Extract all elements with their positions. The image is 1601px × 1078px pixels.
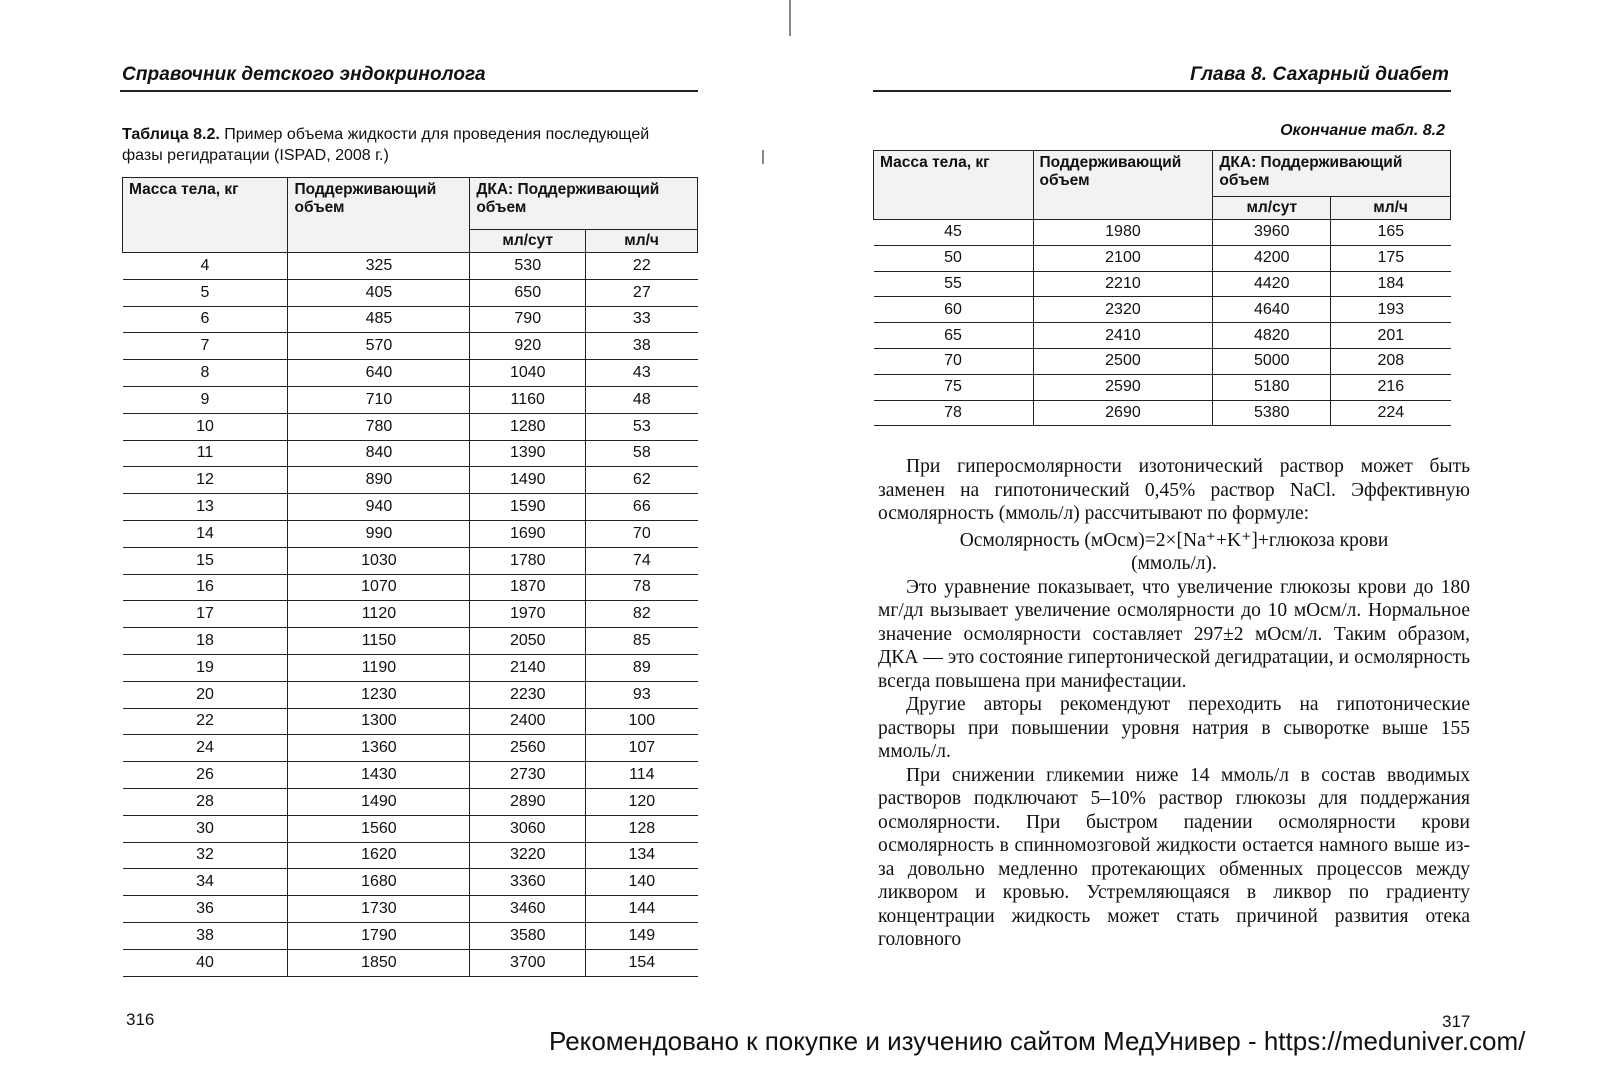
cell-ml-hour: 53 (586, 413, 698, 440)
cell-maintenance: 405 (288, 279, 470, 306)
cell-maintenance: 1360 (288, 735, 470, 762)
cell-ml-day: 4200 (1213, 245, 1331, 271)
cell-ml-hour: 216 (1331, 374, 1451, 400)
cell-ml-hour: 128 (586, 815, 698, 842)
cell-mass: 26 (123, 762, 288, 789)
cell-ml-day: 3700 (470, 949, 586, 976)
cell-mass: 18 (123, 628, 288, 655)
cell-maintenance: 940 (288, 494, 470, 521)
table-body-right (874, 220, 1451, 426)
fold-mark-mid (762, 150, 764, 164)
cell-ml-hour: 66 (586, 494, 698, 521)
cell-mass: 14 (123, 520, 288, 547)
cell-ml-day: 1870 (470, 574, 586, 601)
cell-mass: 30 (123, 815, 288, 842)
cell-maintenance: 1490 (288, 788, 470, 815)
cell-mass: 13 (123, 494, 288, 521)
cell-ml-day: 2400 (470, 708, 586, 735)
cell-ml-hour: 149 (586, 922, 698, 949)
cell-ml-day: 4420 (1213, 271, 1331, 297)
table-caption-line1: Пример объема жидкости для проведения последующей (219, 126, 650, 143)
cell-maintenance: 1230 (288, 681, 470, 708)
cell-ml-day: 2890 (470, 788, 586, 815)
table-row (123, 815, 698, 842)
table-row (874, 323, 1451, 349)
cell-mass: 20 (123, 681, 288, 708)
table-row (123, 494, 698, 521)
cell-ml-day: 5000 (1213, 348, 1331, 374)
table-row (123, 788, 698, 815)
cell-ml-day: 5180 (1213, 374, 1331, 400)
cell-ml-hour: 184 (1331, 271, 1451, 297)
cell-mass: 60 (874, 297, 1034, 323)
cell-mass: 4 (123, 253, 288, 280)
cell-maintenance: 485 (288, 306, 470, 333)
cell-maintenance: 1980 (1033, 220, 1213, 246)
cell-mass: 40 (123, 949, 288, 976)
cell-ml-hour: 175 (1331, 245, 1451, 271)
cell-maintenance: 1730 (288, 896, 470, 923)
cell-ml-hour: 58 (586, 440, 698, 467)
table-row (123, 413, 698, 440)
cell-ml-day: 1780 (470, 547, 586, 574)
cell-maintenance: 1850 (288, 949, 470, 976)
table-row (123, 949, 698, 976)
cell-mass: 65 (874, 323, 1034, 349)
col-header-ml-hour: мл/ч (586, 230, 698, 253)
col-header-mass-r: Масса тела, кг (874, 151, 1034, 220)
cell-ml-day: 3460 (470, 896, 586, 923)
table-row (123, 922, 698, 949)
cell-ml-day: 3580 (470, 922, 586, 949)
cell-maintenance: 990 (288, 520, 470, 547)
cell-ml-day: 2730 (470, 762, 586, 789)
cell-ml-hour: 70 (586, 520, 698, 547)
table-row (123, 279, 698, 306)
cell-ml-hour: 100 (586, 708, 698, 735)
cell-ml-hour: 107 (586, 735, 698, 762)
cell-maintenance: 2590 (1033, 374, 1213, 400)
col-header-maintenance: Поддерживающий объем (288, 178, 470, 253)
table-row (874, 245, 1451, 271)
cell-maintenance: 1430 (288, 762, 470, 789)
table-row (123, 360, 698, 387)
table-row (874, 374, 1451, 400)
cell-mass: 16 (123, 574, 288, 601)
table-row (123, 654, 698, 681)
cell-ml-hour: 193 (1331, 297, 1451, 323)
cell-mass: 6 (123, 306, 288, 333)
table-row (123, 333, 698, 360)
footer-recommendation: Рекомендовано к покупке и изучению сайтом МедУнивер - https://meduniver.com/ (549, 1026, 1526, 1056)
cell-maintenance: 1190 (288, 654, 470, 681)
table-row (123, 708, 698, 735)
cell-ml-hour: 89 (586, 654, 698, 681)
cell-ml-day: 4640 (1213, 297, 1331, 323)
cell-ml-day: 790 (470, 306, 586, 333)
left-header-rule (120, 90, 698, 92)
fluid-volume-table-right (873, 150, 1451, 426)
table-row (123, 762, 698, 789)
table-continuation-note: Окончание табл. 8.2 (1280, 122, 1445, 139)
cell-maintenance: 2410 (1033, 323, 1213, 349)
cell-ml-hour: 140 (586, 869, 698, 896)
body-text (878, 455, 1470, 952)
cell-ml-hour: 74 (586, 547, 698, 574)
cell-maintenance: 780 (288, 413, 470, 440)
cell-mass: 34 (123, 869, 288, 896)
table-row (123, 896, 698, 923)
cell-ml-hour: 201 (1331, 323, 1451, 349)
cell-ml-hour: 62 (586, 467, 698, 494)
fluid-volume-table-left (122, 177, 698, 977)
cell-maintenance: 1070 (288, 574, 470, 601)
table-caption-label: Таблица 8.2. (122, 126, 220, 143)
table-caption-line2: фазы регидратации (ISPAD, 2008 г.) (122, 147, 389, 164)
cell-ml-hour: 48 (586, 386, 698, 413)
cell-ml-day: 1040 (470, 360, 586, 387)
cell-mass: 10 (123, 413, 288, 440)
cell-mass: 55 (874, 271, 1034, 297)
cell-ml-hour: 154 (586, 949, 698, 976)
cell-mass: 15 (123, 547, 288, 574)
table-row (123, 547, 698, 574)
table-row (123, 842, 698, 869)
cell-ml-hour: 27 (586, 279, 698, 306)
col-header-ml-day: мл/сут (470, 230, 586, 253)
col-header-ml-hour-r: мл/ч (1331, 197, 1451, 220)
cell-mass: 8 (123, 360, 288, 387)
cell-ml-hour: 38 (586, 333, 698, 360)
cell-ml-hour: 144 (586, 896, 698, 923)
cell-ml-hour: 134 (586, 842, 698, 869)
cell-ml-hour: 78 (586, 574, 698, 601)
cell-ml-day: 1970 (470, 601, 586, 628)
cell-maintenance: 1300 (288, 708, 470, 735)
table-row (123, 467, 698, 494)
cell-ml-day: 920 (470, 333, 586, 360)
cell-maintenance: 1790 (288, 922, 470, 949)
table-row (874, 400, 1451, 426)
cell-mass: 17 (123, 601, 288, 628)
cell-ml-hour: 93 (586, 681, 698, 708)
right-page-number: 317 (1442, 1012, 1471, 1031)
cell-ml-day: 1160 (470, 386, 586, 413)
cell-mass: 70 (874, 348, 1034, 374)
cell-ml-hour: 208 (1331, 348, 1451, 374)
cell-mass: 36 (123, 896, 288, 923)
cell-mass: 32 (123, 842, 288, 869)
table-row (874, 220, 1451, 246)
cell-maintenance: 840 (288, 440, 470, 467)
cell-mass: 19 (123, 654, 288, 681)
col-header-ml-day-r: мл/сут (1213, 197, 1331, 220)
cell-maintenance: 2100 (1033, 245, 1213, 271)
col-header-dka: ДКА: Поддерживающий объем (470, 178, 698, 230)
table-row (123, 440, 698, 467)
cell-maintenance: 325 (288, 253, 470, 280)
paragraph-2: Это уравнение показывает, что увеличение глюкозы крови до 180 мг/дл вызывает увеличение осмолярности до 10 мОсм/л. Нормальное значение осмолярности составляет 297±2 мОсм/л. Таким образом, ДКА — это состояние гипертонической дегидратации, и осмолярность всегда повышена при манифестации. (878, 576, 1470, 692)
cell-ml-hour: 120 (586, 788, 698, 815)
cell-maintenance: 1680 (288, 869, 470, 896)
table-row (874, 297, 1451, 323)
cell-ml-day: 1490 (470, 467, 586, 494)
paragraph-4: При снижении гликемии ниже 14 ммоль/л в состав вводимых растворов подключают 5–10% раствор глюкозы для поддержания осмолярности. При быстром падении осмолярности крови осмолярность в спинномозговой жидкости остается намного выше из-за довольно медленно протекающих обменных процессов между ликвором и кровью. Устремляющаяся в ликвор по градиенту концентрации жидкость может стать причиной развития отека головного (878, 764, 1470, 950)
col-header-dka-r: ДКА: Поддерживающий объем (1213, 151, 1451, 197)
cell-maintenance: 710 (288, 386, 470, 413)
cell-mass: 9 (123, 386, 288, 413)
cell-maintenance: 1150 (288, 628, 470, 655)
cell-ml-day: 530 (470, 253, 586, 280)
cell-maintenance: 1620 (288, 842, 470, 869)
table-row (874, 348, 1451, 374)
right-header-rule (873, 90, 1451, 92)
paragraph-1: При гиперосмолярности изотонический раствор может быть заменен на гипотонический 0,45% раствор NaCl. Эффективную осмолярность (ммоль/л) рассчитывают по формуле: (878, 456, 1470, 524)
left-running-header: Справочник детского эндокринолога (122, 64, 486, 85)
cell-mass: 11 (123, 440, 288, 467)
cell-ml-day: 3220 (470, 842, 586, 869)
cell-mass: 24 (123, 735, 288, 762)
cell-ml-day: 1690 (470, 520, 586, 547)
cell-mass: 75 (874, 374, 1034, 400)
fold-mark-top (789, 0, 791, 36)
col-header-mass: Масса тела, кг (123, 178, 288, 253)
cell-maintenance: 1030 (288, 547, 470, 574)
cell-ml-day: 2560 (470, 735, 586, 762)
table-row (123, 574, 698, 601)
cell-ml-day: 650 (470, 279, 586, 306)
cell-ml-hour: 33 (586, 306, 698, 333)
cell-maintenance: 890 (288, 467, 470, 494)
cell-ml-day: 1590 (470, 494, 586, 521)
table-row (123, 628, 698, 655)
cell-ml-day: 2230 (470, 681, 586, 708)
cell-mass: 78 (874, 400, 1034, 426)
cell-mass: 38 (123, 922, 288, 949)
cell-mass: 28 (123, 788, 288, 815)
table-caption (122, 124, 702, 166)
cell-ml-day: 5380 (1213, 400, 1331, 426)
table-row (123, 386, 698, 413)
cell-maintenance: 2320 (1033, 297, 1213, 323)
table-row (123, 520, 698, 547)
cell-ml-day: 3360 (470, 869, 586, 896)
cell-ml-hour: 22 (586, 253, 698, 280)
cell-ml-day: 2140 (470, 654, 586, 681)
cell-mass: 45 (874, 220, 1034, 246)
cell-ml-hour: 224 (1331, 400, 1451, 426)
table-row (123, 681, 698, 708)
cell-maintenance: 1560 (288, 815, 470, 842)
cell-maintenance: 2500 (1033, 348, 1213, 374)
left-page-number: 316 (126, 1010, 155, 1029)
col-header-maintenance-r: Поддерживающий объем (1033, 151, 1213, 220)
right-running-header: Глава 8. Сахарный диабет (1190, 64, 1449, 85)
table-row (123, 253, 698, 280)
table-row (123, 869, 698, 896)
cell-ml-day: 2050 (470, 628, 586, 655)
cell-ml-hour: 85 (586, 628, 698, 655)
cell-ml-day: 1390 (470, 440, 586, 467)
cell-maintenance: 570 (288, 333, 470, 360)
cell-mass: 22 (123, 708, 288, 735)
cell-mass: 12 (123, 467, 288, 494)
cell-mass: 7 (123, 333, 288, 360)
table-row (874, 271, 1451, 297)
cell-maintenance: 1120 (288, 601, 470, 628)
cell-maintenance: 2690 (1033, 400, 1213, 426)
table-row (123, 306, 698, 333)
cell-ml-day: 3960 (1213, 220, 1331, 246)
cell-ml-day: 4820 (1213, 323, 1331, 349)
cell-ml-day: 3060 (470, 815, 586, 842)
osmolarity-formula: Осмолярность (мОсм)=2×[Na⁺+K⁺]+глюкоза крови (ммоль/л). (959, 529, 1389, 574)
cell-ml-hour: 114 (586, 762, 698, 789)
table-row (123, 601, 698, 628)
table-body-left (123, 253, 698, 977)
cell-ml-day: 1280 (470, 413, 586, 440)
cell-ml-hour: 165 (1331, 220, 1451, 246)
cell-maintenance: 2210 (1033, 271, 1213, 297)
cell-ml-hour: 43 (586, 360, 698, 387)
cell-maintenance: 640 (288, 360, 470, 387)
table-row (123, 735, 698, 762)
paragraph-3: Другие авторы рекомендуют переходить на гипотонические растворы при повышении уровня натрия в сыворотке выше 155 ммоль/л. (878, 694, 1470, 762)
cell-mass: 5 (123, 279, 288, 306)
cell-mass: 50 (874, 245, 1034, 271)
cell-ml-hour: 82 (586, 601, 698, 628)
